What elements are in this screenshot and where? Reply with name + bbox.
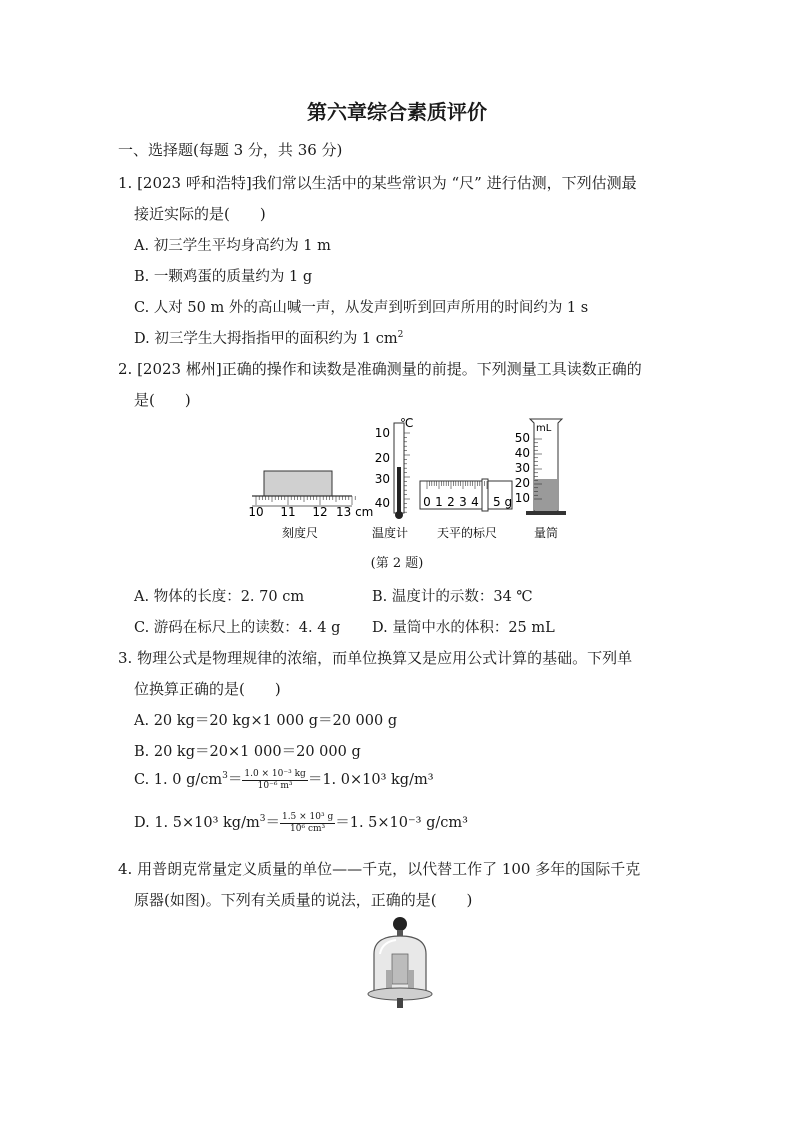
balance-tick-label: 0 [423,495,431,509]
q1-stem-line1: 1. [2023 呼和浩特]我们常以生活中的某些常识为 “尺” 进行估测，下列估测最 [118,174,637,192]
ruler-tick-label: 11 [280,505,296,519]
q3-option-a: A. 20 kg＝20 kg×1 000 g＝20 000 g [134,713,398,729]
cylinder-tick-label: 20 [514,476,530,490]
q1-option-b: B. 一颗鸡蛋的质量约为 1 g [134,269,313,285]
cylinder-unit: mL [536,423,552,434]
balance-tick-label: 3 [459,495,467,509]
q3-option-c: C. 1. 0 $g/cm^3=$ $\frac{\text{1.0 × 10⁻³ kg}}{\text{10⁻⁶ m³}}$ ＝1. 0×10³ kg/m³ [134,768,434,791]
thermometer-tick-label: 40 [374,496,390,510]
cylinder-tick-label: 10 [514,491,530,505]
graduated-cylinder-diagram [515,419,566,540]
balance-scale-diagram [420,479,512,540]
balance-tick-label: 2 [447,495,455,509]
balance-tick-label: 4 [471,495,479,509]
ruler-tick-label: 12 [312,505,328,519]
thermometer-unit: ℃ [400,416,414,430]
thermometer-tick-label: 30 [374,472,390,486]
thermometer-tick-label: 20 [374,451,390,465]
cylinder-tick-label: 40 [514,446,530,460]
balance-tick-label: 5 g [493,495,513,509]
ruler-tick-label: 10 [248,505,264,519]
q2-option-b: B. 温度计的示数：34 ℃ [372,589,533,605]
thermometer-diagram [372,416,413,540]
balance-tick-label: 1 [435,495,443,509]
q2-option-d: D. 量筒中水的体积：25 mL [372,620,555,636]
figure-caption: (第 2 题) [370,556,424,571]
thermometer-tick-label: 10 [374,426,390,440]
q1-option-c: C. 人对 50 m 外的高山喊一声，从发声到听到回声所用的时间约为 1 s [134,300,589,316]
q4-stem-line2: 原器(如图)。下列有关质量的说法，正确的是( ) [134,891,473,909]
q2-stem-line2: 是( ) [134,391,191,409]
cylinder-label: 量筒 [533,526,559,540]
section-heading: 一、选择题(每题 3 分，共 36 分) [118,141,343,159]
ruler-diagram [248,471,373,540]
cylinder-tick-label: 50 [514,431,530,445]
cylinder-tick-label: 30 [514,461,530,475]
q1-option-d: D. 初三学生大拇指指甲的面积约为 1 $cm^2$ [134,330,404,347]
q4-stem-line1: 4. 用普朗克常量定义质量的单位——千克，以代替工作了 100 多年的国际千克 [118,860,641,878]
q3-option-b: B. 20 kg＝20×1 000＝20 000 g [134,744,361,760]
q2-option-c: C. 游码在标尺上的读数：4. 4 g [134,620,341,636]
q3-option-d: D. 1. 5×10³ $kg/m^3=$ $\frac{\text{1.5 × 10³ g}}{\text{10⁶ cm³}}$ ＝1. 5×10⁻³ g/cm³ [134,811,468,834]
q2-figure [240,415,570,545]
q2-stem-line1: 2. [2023 郴州]正确的操作和读数是准确测量的前提。下列测量工具读数正确的 [118,360,642,378]
kilogram-prototype-image [360,914,440,1014]
thermometer-label: 温度计 [371,526,409,540]
ruler-tick-label: 13 cm [336,505,374,519]
q1-option-a: A. 初三学生平均身高约为 1 m [134,238,331,254]
q3-stem-line1: 3. 物理公式是物理规律的浓缩，而单位换算又是应用公式计算的基础。下列单 [118,649,633,667]
q2-option-a: A. 物体的长度：2. 70 cm [134,589,305,605]
ruler-label: 刻度尺 [281,526,319,540]
page-title: 第六章综合素质评价 [307,100,487,124]
q3-stem-line2: 位换算正确的是( ) [134,680,281,698]
q1-stem-line2: 接近实际的是( ) [134,205,266,223]
balance-label: 天平的标尺 [436,526,498,540]
